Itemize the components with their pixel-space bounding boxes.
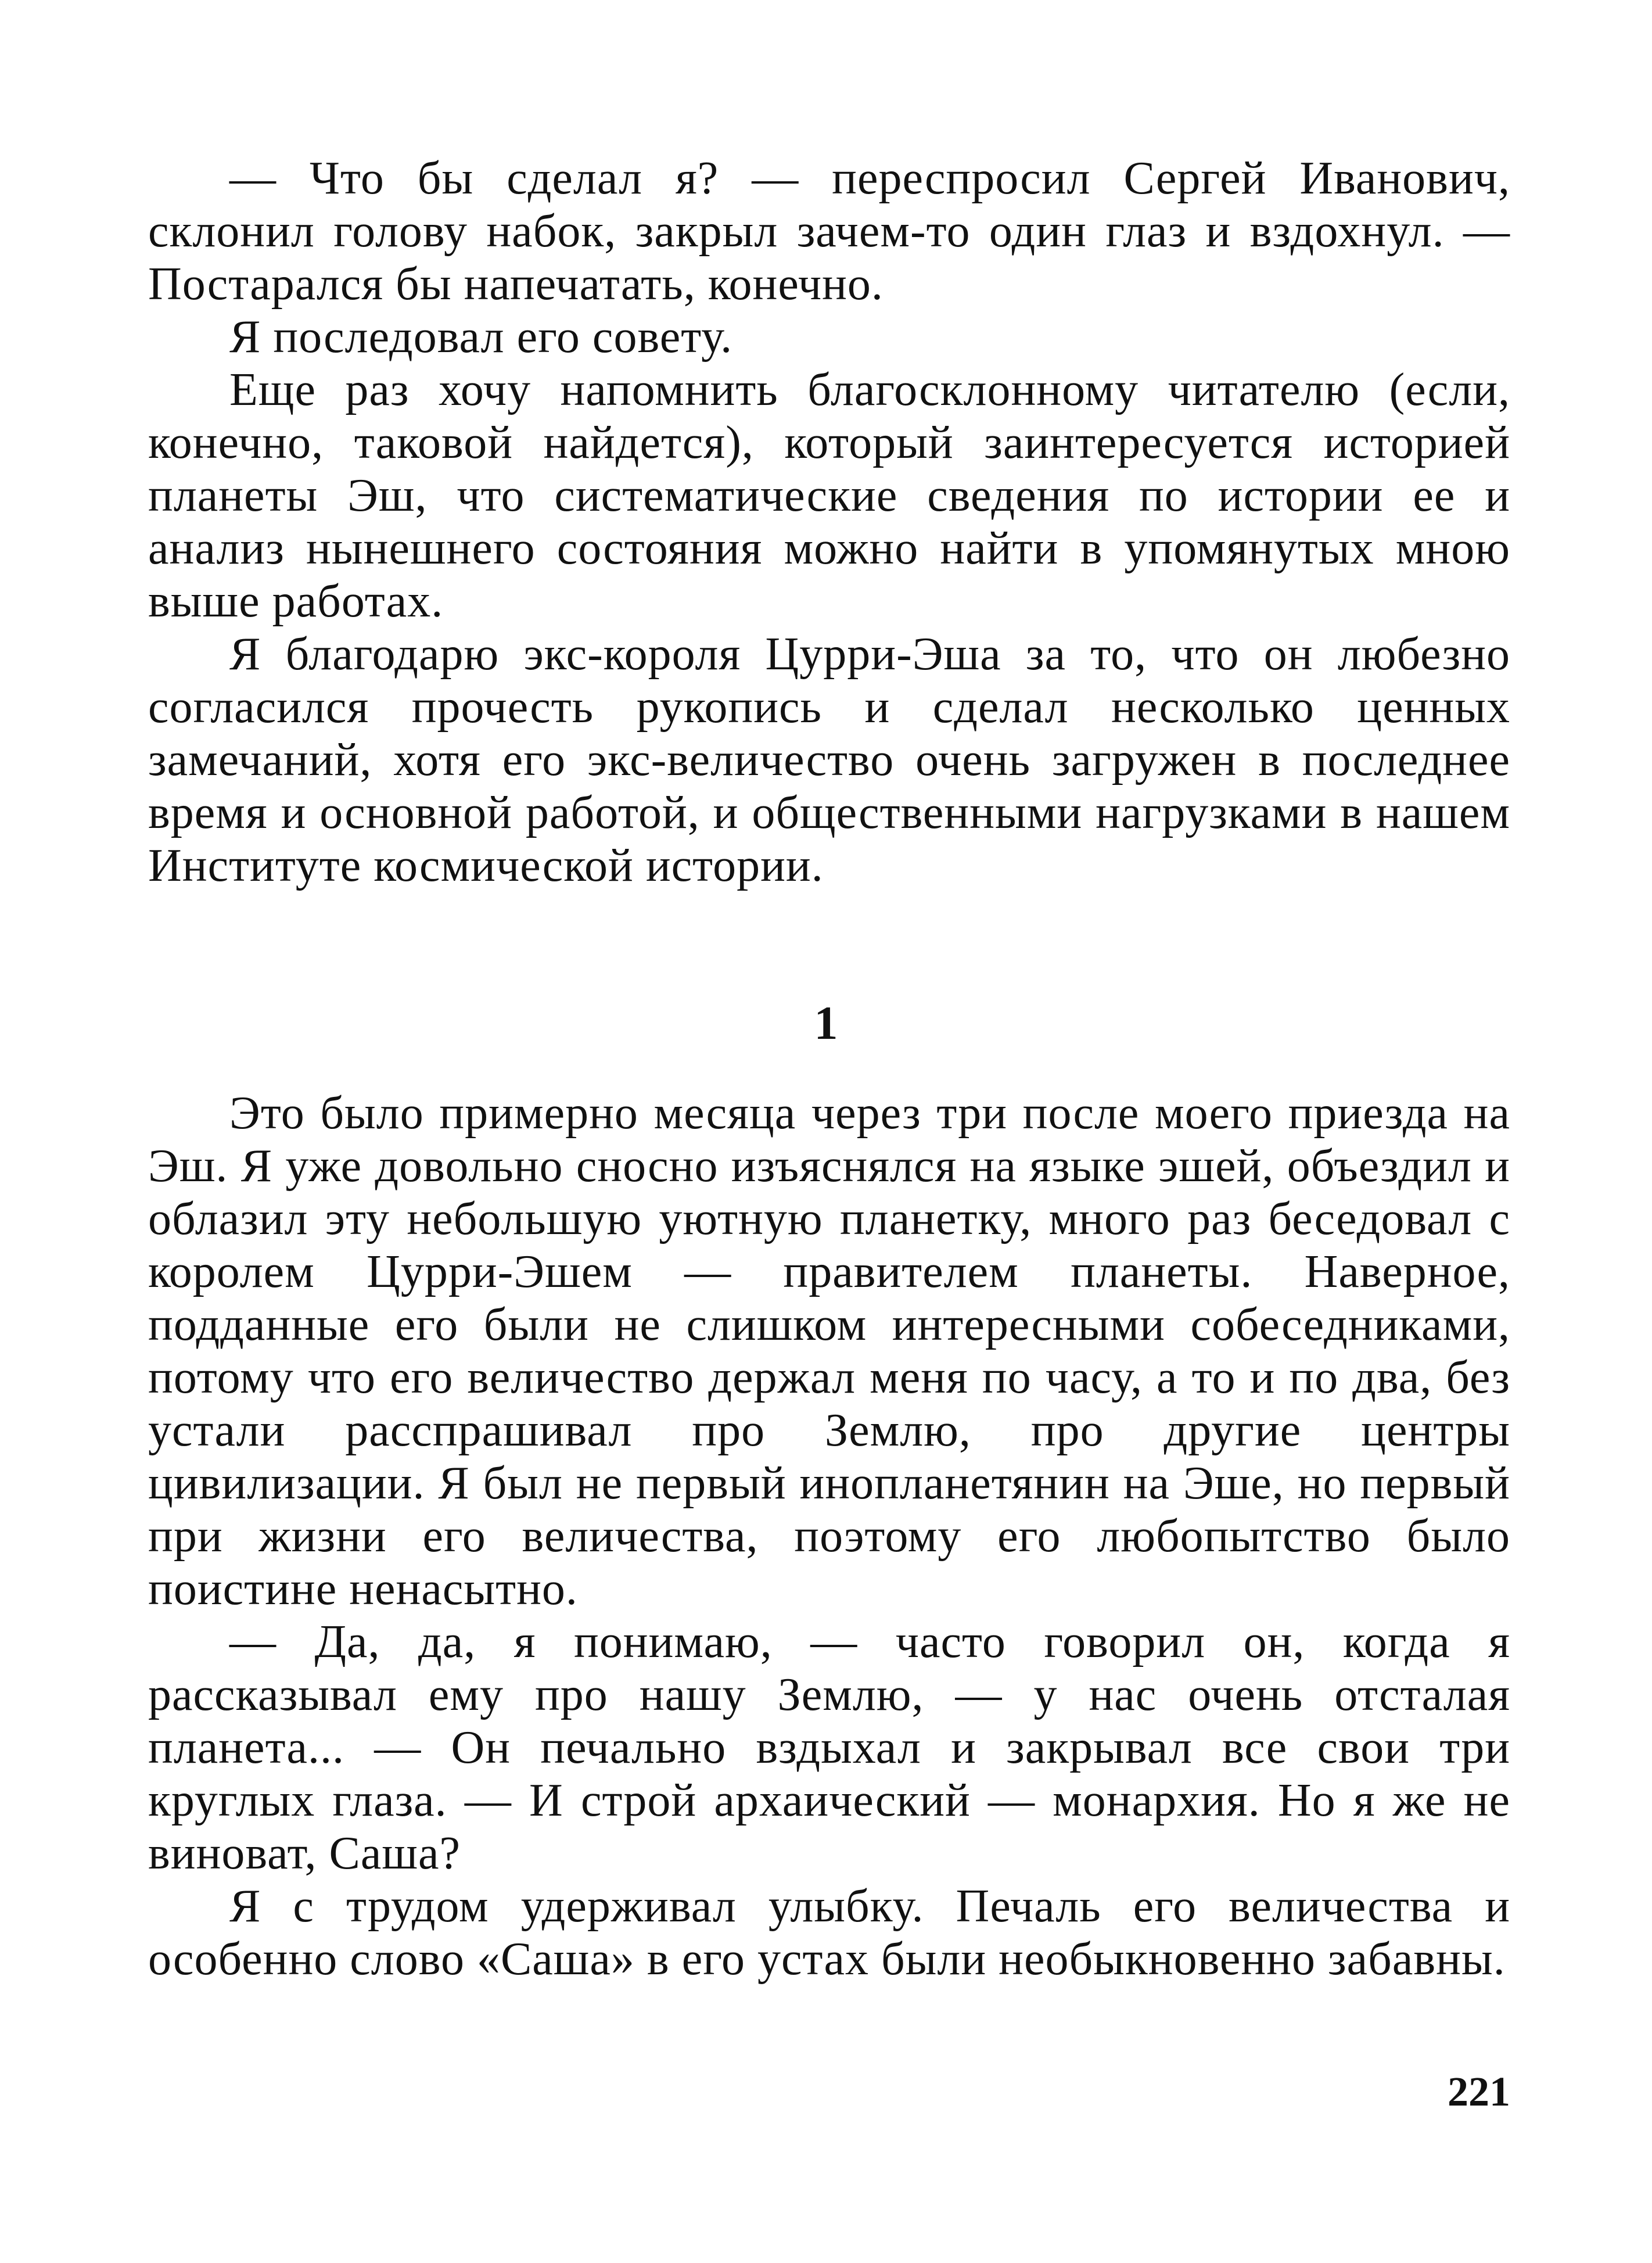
text-block-top [148, 152, 1510, 892]
paragraph-arrival: Это было примерно месяца через три после моего приезда на Эш. Я уже довольно сносно изъяснялся на языке эшей, объездил и облазил эту небольшую уютную планетку, много раз беседовал с королем Цурри-Эшем — правителем планеты. Наверное, подданные его были не слишком интересными собеседниками, потому что его величество держал меня по часу, а то и по два, без устали расспрашивал про Землю, про другие центры цивилизации. Я был не первый инопланетянин на Эше, но первый при жизни его величества, поэтому его любопытство было поистине ненасытно. [148, 1088, 1510, 1615]
page-number: 221 [1448, 2068, 1510, 2115]
text-block-bottom [148, 1087, 1510, 1986]
paragraph-smile: Я с трудом удерживал улыбку. Печаль его величества и особенно слово «Саша» в его устах были необыкновенно забавны. [148, 1881, 1510, 1985]
paragraph-acknowledgement: Я благодарю экс-короля Цурри-Эша за то, что он любезно согласился прочесть рукопись и сделал несколько ценных замечаний, хотя его экс-величество очень загружен в последнее время и основной работой, и общественными нагрузками в нашем Институте космической истории. [148, 629, 1510, 891]
paragraph-followed-advice: Я последовал его совету. [229, 311, 733, 363]
paragraph-dialogue-sergey: — Что бы сделал я? — переспросил Сергей Иванович, склонил голову набок, закрыл зачем-то один глаз и вздохнул. — Постарался бы напечатать, конечно. [148, 153, 1510, 310]
chapter-number: 1 [814, 996, 838, 1049]
paragraph-reader-note: Еще раз хочу напомнить благосклонному читателю (если, конечно, таковой найдется), который заинтересуется историей планеты Эш, что систематические сведения по истории ее и анализ нынешнего состояния можно найти в упомянутых мною выше работах. [148, 364, 1510, 627]
paragraph-king-dialogue: — Да, да, я понимаю, — часто говорил он, когда я рассказывал ему про нашу Землю, — у нас очень отсталая планета... — Он печально вздыхал и закрывал все свои три круглых глаза. — И строй архаический — монархия. Но я же не виноват, Саша? [148, 1616, 1510, 1879]
